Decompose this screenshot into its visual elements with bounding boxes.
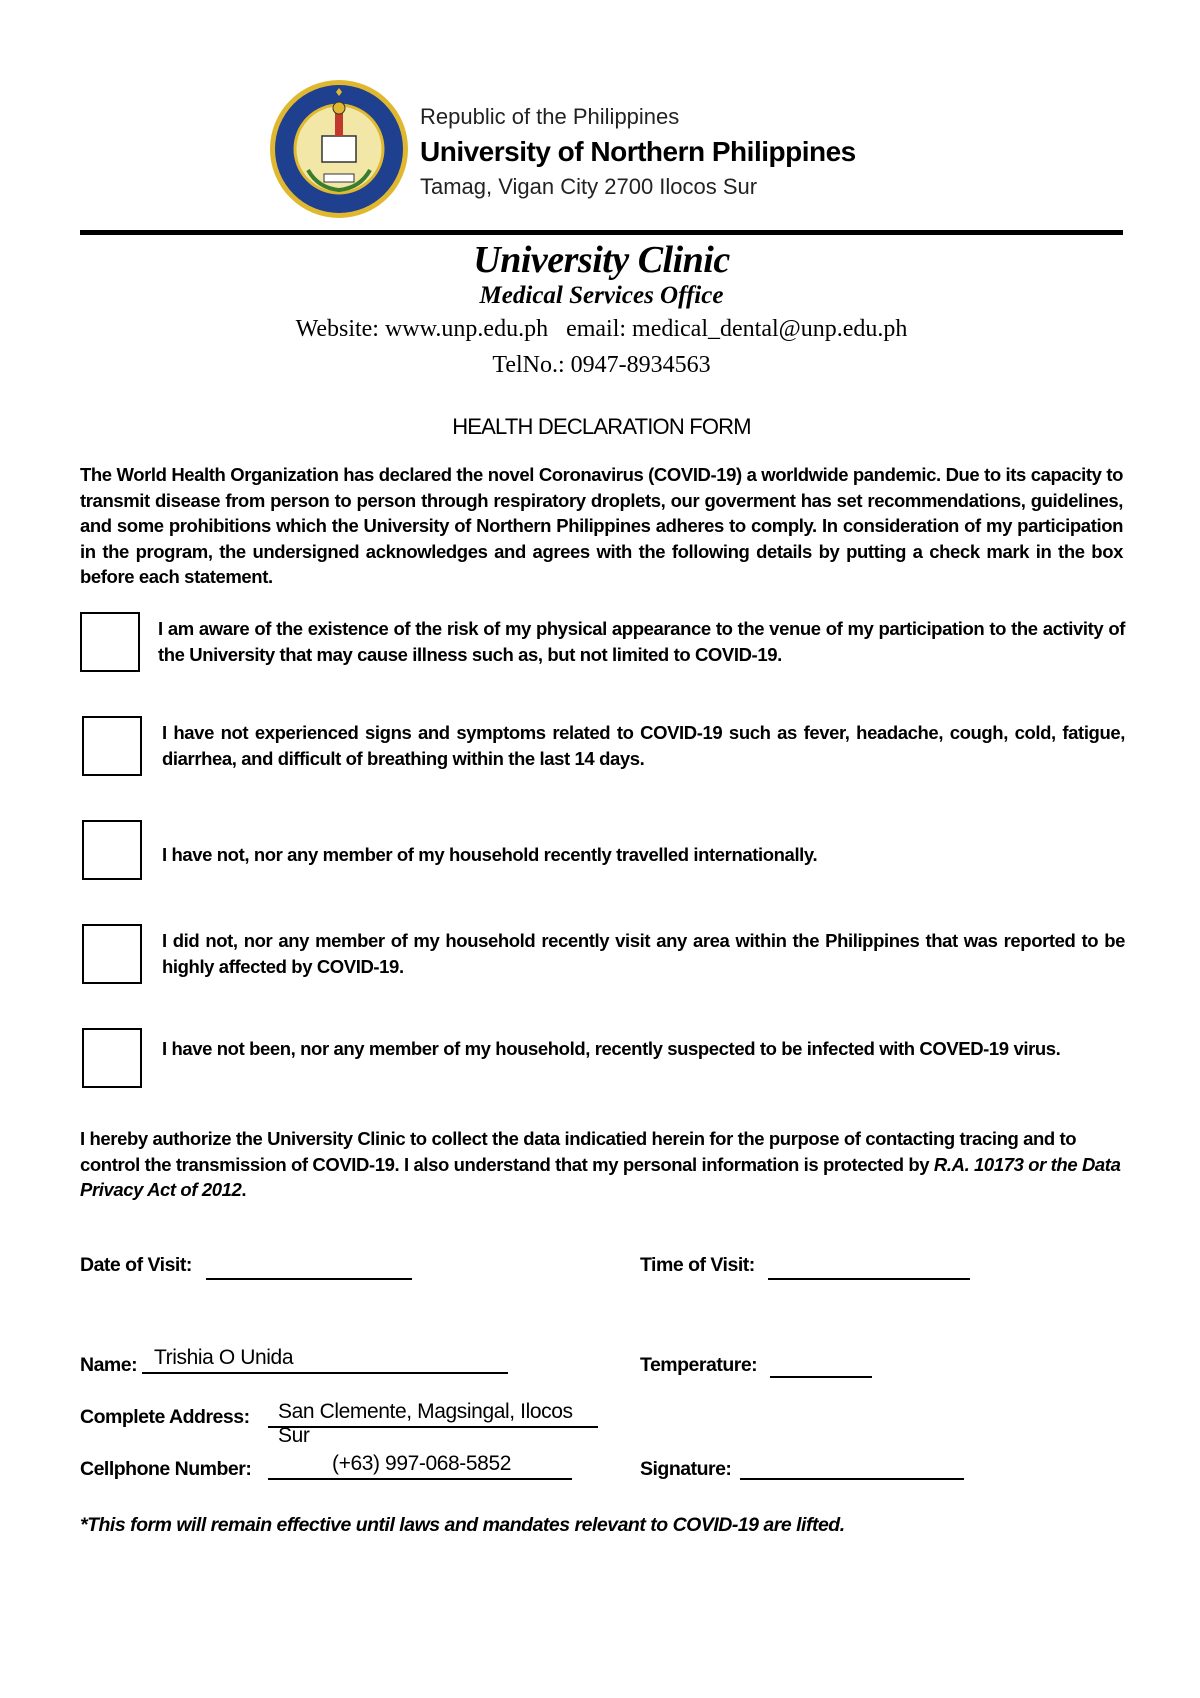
statement-item xyxy=(80,924,1125,992)
authorization-end: . xyxy=(241,1179,247,1200)
clinic-telephone: TelNo.: 0947-8934563 xyxy=(492,352,711,378)
clinic-subtitle: Medical Services Office xyxy=(479,282,724,309)
validity-note: *This form will remain effective until laws and mandates relevant to COVID-19 are lifted. xyxy=(80,1514,845,1536)
authorization-text: I hereby authorize the University Clinic to collect the data indicatied herein for the purpose of contacting tracing and to control the transmission of COVID-19. I also understand that my personal information is protected by xyxy=(80,1128,1077,1175)
university-name: University of Northern Philippines xyxy=(420,136,856,167)
university-address: Tamag, Vigan City 2700 Ilocos Sur xyxy=(420,174,758,199)
cellphone-number-label: Cellphone Number: xyxy=(80,1458,252,1480)
header-divider xyxy=(80,230,1123,235)
statement-checkbox[interactable] xyxy=(82,820,142,880)
temperature-field[interactable] xyxy=(770,1350,872,1378)
cellphone-number-field[interactable] xyxy=(268,1452,572,1480)
statement-checkbox[interactable] xyxy=(82,924,142,984)
cellphone-number-value: (+63) 997-068-5852 xyxy=(332,1452,512,1475)
statement-checkbox[interactable] xyxy=(80,612,140,672)
form-title: HEALTH DECLARATION FORM xyxy=(452,414,751,439)
authorization-paragraph xyxy=(80,1126,1125,1203)
statement-text: I have not experienced signs and symptoms related to COVID-19 such as fever, headache, cough, cold, fatigue, diarrhea, and difficult of breathing within the last 14 days. xyxy=(162,722,1125,769)
temperature-label: Temperature: xyxy=(640,1354,758,1376)
signature-field[interactable] xyxy=(740,1452,964,1480)
clinic-contact: Website: www.unp.edu.ph email: medical_dental@unp.edu.ph xyxy=(295,316,908,342)
time-of-visit-label: Time of Visit: xyxy=(640,1254,755,1276)
republic-text: Republic of the Philippines xyxy=(420,104,680,129)
statement-item xyxy=(80,612,1125,680)
complete-address-field[interactable] xyxy=(268,1400,598,1447)
complete-address-label: Complete Address: xyxy=(80,1406,250,1428)
name-field[interactable] xyxy=(142,1346,508,1374)
time-of-visit-field[interactable] xyxy=(768,1252,970,1280)
statement-checkbox[interactable] xyxy=(82,716,142,776)
header-text xyxy=(420,100,856,204)
name-value: Trishia O Unida xyxy=(154,1346,294,1369)
date-of-visit-label: Date of Visit: xyxy=(80,1254,192,1276)
intro-paragraph: The World Health Organization has declared the novel Coronavirus (COVID-19) a worldwide pandemic. Due to its capacity to transmit disease from person to person through respiratory droplets, our goverment has set recommendations, guidelines, and some prohibitions which the University of Northern Philippines adheres to comply. In consideration of my participation in the program, the undersigned acknowledges and agrees with the following details by putting a check mark in the box before each statement. xyxy=(80,464,1123,587)
statement-item xyxy=(80,820,1125,888)
statement-checkbox[interactable] xyxy=(82,1028,142,1088)
statement-text: I did not, nor any member of my household recently visit any area within the Philippines that was reported to be highly affected by COVID-19. xyxy=(162,930,1125,977)
statement-text: I have not, nor any member of my household recently travelled internationally. xyxy=(162,844,818,865)
complete-address-value: San Clemente, Magsingal, Ilocos Sur xyxy=(278,1400,573,1447)
statement-item xyxy=(80,716,1125,784)
clinic-title: University Clinic xyxy=(473,239,730,281)
statement-text: I have not been, nor any member of my household, recently suspected to be infected with COVED-19 virus. xyxy=(162,1038,1061,1059)
date-of-visit-field[interactable] xyxy=(206,1252,412,1280)
statement-text: I am aware of the existence of the risk of my physical appearance to the venue of my participation to the activity of the University that may cause illness such as, but not limited to COVID-19. xyxy=(158,618,1125,665)
name-label: Name: xyxy=(80,1354,138,1376)
university-seal-icon xyxy=(268,78,410,220)
signature-label: Signature: xyxy=(640,1458,732,1480)
privacy-act-reference: R.A. 10173 or the Data Privacy Act of 2012 xyxy=(80,1153,1121,1200)
statement-item xyxy=(80,1028,1125,1096)
